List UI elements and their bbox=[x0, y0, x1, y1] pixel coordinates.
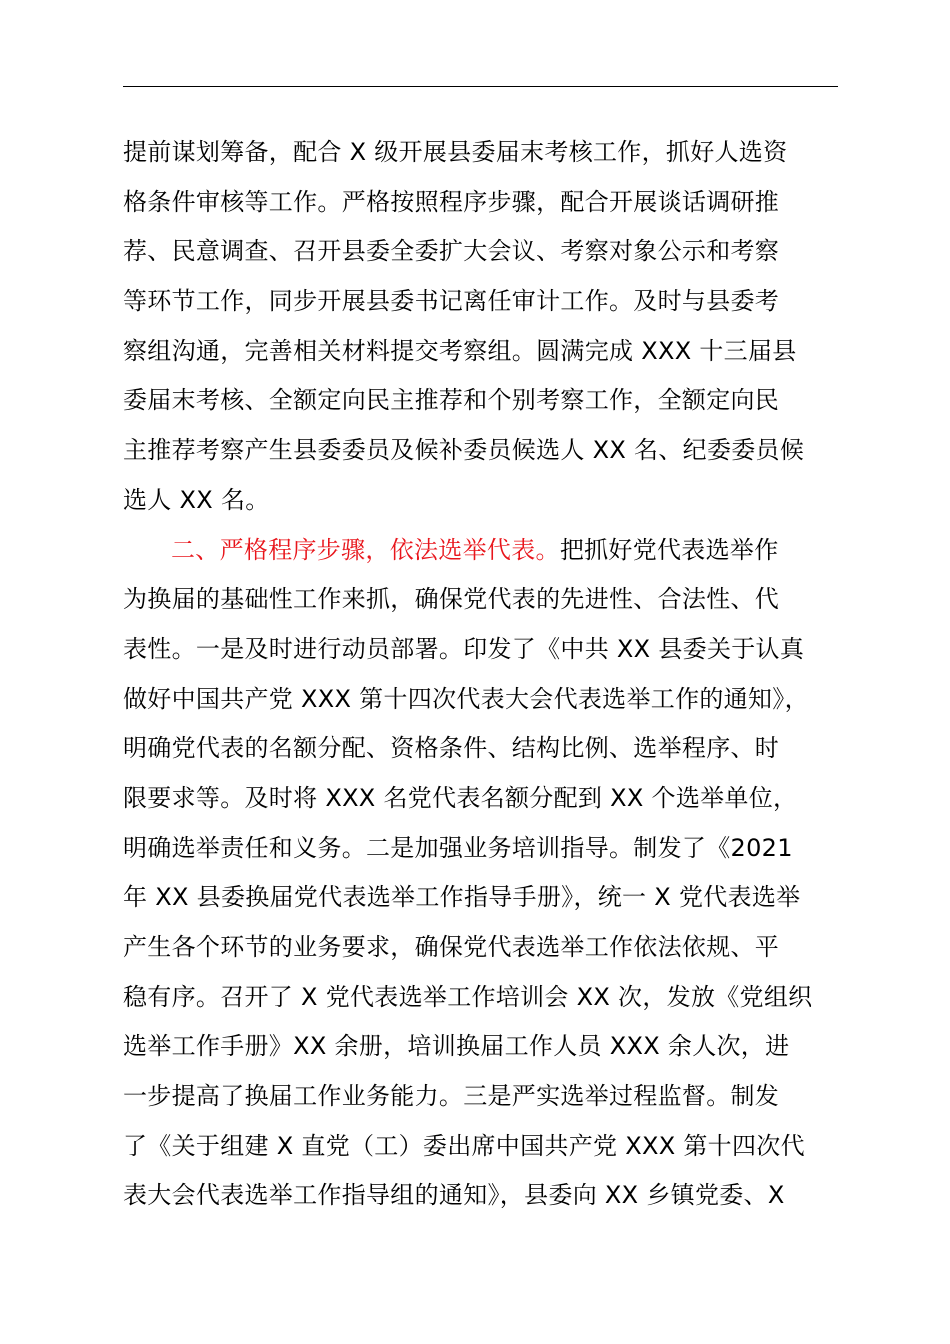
header-rule bbox=[123, 86, 838, 87]
text-line: 了《关于组建 X 直党（工）委出席中国共产党 XXX 第十四次代 bbox=[123, 1131, 805, 1160]
text-line: 格条件审核等工作。严格按照程序步骤，配合开展谈话调研推 bbox=[123, 187, 780, 216]
text-line: 限要求等。及时将 XXX 名党代表名额分配到 XX 个选举单位， bbox=[123, 783, 798, 812]
text-line: 表性。一是及时进行动员部署。印发了《中共 XX 县委关于认真 bbox=[123, 634, 805, 663]
text-line: 明确选举责任和义务。二是加强业务培训指导。制发了《2021 bbox=[123, 833, 793, 862]
text-line: 一步提高了换届工作业务能力。三是严实选举过程监督。制发 bbox=[123, 1082, 780, 1111]
text-line: 察组沟通，完善相关材料提交考察组。圆满完成 XXX 十三届县 bbox=[123, 336, 797, 365]
text-line: 为换届的基础性工作来抓，确保党代表的先进性、合法性、代 bbox=[123, 585, 780, 614]
section-2-first-line bbox=[123, 526, 843, 576]
text-line: 产生各个环节的业务要求，确保党代表选举工作依法依规、平 bbox=[123, 933, 780, 961]
document-body bbox=[123, 128, 843, 1221]
text-line: 委届末考核、全额定向民主推荐和个别考察工作，全额定向民 bbox=[123, 386, 780, 415]
text-line: 等环节工作，同步开展县委书记离任审计工作。及时与县委考 bbox=[123, 287, 780, 316]
text-line: 年 XX 县委换届党代表选举工作指导手册》，统一 X 党代表选举 bbox=[123, 883, 801, 912]
text-line: 稳有序。召开了 X 党代表选举工作培训会 XX 次，发放《党组织 bbox=[123, 982, 813, 1011]
section-2-lead-text: 把抓好党代表选举作 bbox=[559, 535, 779, 564]
text-line: 表大会代表选举工作指导组的通知》，县委向 XX 乡镇党委、X bbox=[123, 1181, 785, 1210]
text-line: 做好中国共产党 XXX 第十四次代表大会代表选举工作的通知》， bbox=[123, 684, 809, 713]
text-line: 选举工作手册》XX 余册，培训换届工作人员 XXX 余人次，进 bbox=[123, 1032, 790, 1061]
text-line: 主推荐考察产生县委委员及候补委员候选人 XX 名、纪委委员候 bbox=[123, 436, 805, 465]
text-line: 明确党代表的名额分配、资格条件、结构比例、选举程序、时 bbox=[123, 734, 780, 763]
text-line: 选人 XX 名。 bbox=[123, 485, 270, 514]
text-line: 提前谋划筹备，配合 X 级开展县委届末考核工作，抓好人选资 bbox=[123, 138, 788, 166]
section-2-heading: 二、严格程序步骤，依法选举代表。 bbox=[171, 535, 560, 564]
text-line: 荐、民意调查、召开县委全委扩大会议、考察对象公示和考察 bbox=[123, 237, 780, 266]
